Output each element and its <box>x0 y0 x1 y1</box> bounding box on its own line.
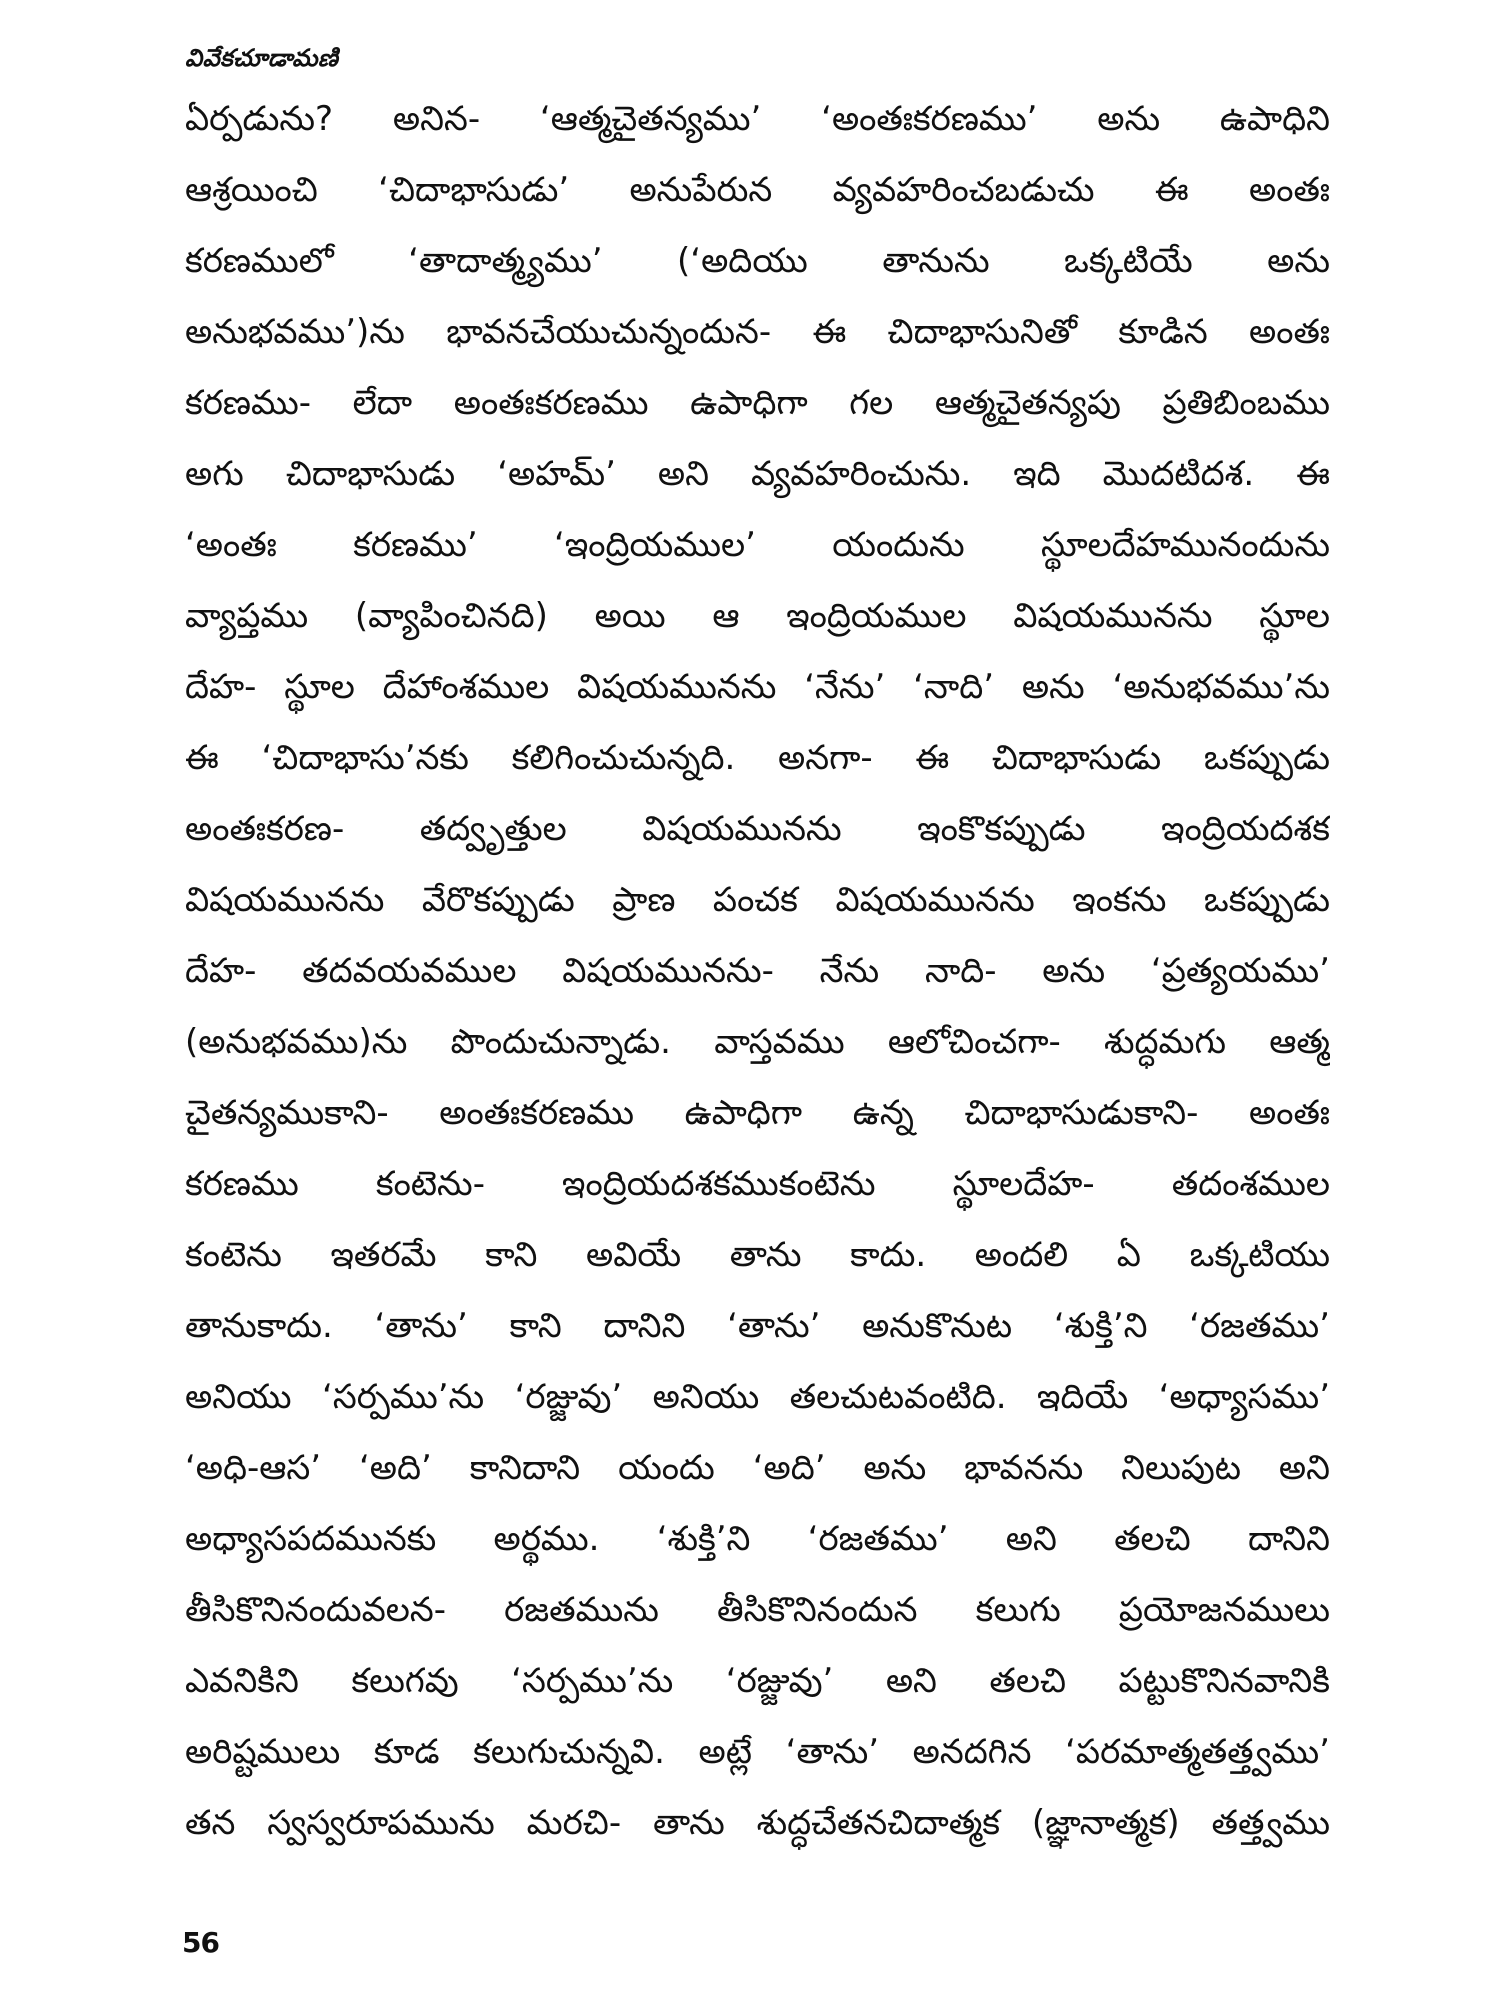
text-line: ‘అంతః కరణము’ ‘ఇంద్రియముల’ యందును స్థూలదేహమునందును <box>185 525 1330 565</box>
text-line: అంతఃకరణ- తద్వృత్తుల విషయమునను ఇంకొకప్పుడు ఇంద్రియదశక <box>185 809 1330 849</box>
text-line: తన స్వస్వరూపమును మరచి- తాను శుద్ధచేతనచిదాత్మక (జ్ఞానాత్మక) తత్త్వము <box>185 1803 1330 1843</box>
text-line: ఏర్పడును? అనిన- ‘ఆత్మచైతన్యము’ ‘అంతఃకరణము’ అను ఉపాధిని <box>185 99 1330 139</box>
text-line: దేహ- తదవయవముల విషయమునను- నేను నాది- అను ‘ప్రత్యయము’ <box>185 951 1330 991</box>
text-line: అగు చిదాభాసుడు ‘అహమ్’ అని వ్యవహరించును. ఇది మొదటిదశ. ఈ <box>185 454 1330 494</box>
text-line: వ్యాప్తము (వ్యాపించినది) అయి ఆ ఇంద్రియముల విషయమునను స్థూల <box>185 596 1330 636</box>
text-line: కంటెను ఇతరమే కాని అవియే తాను కాదు. అందలి ఏ ఒక్కటియు <box>185 1235 1330 1275</box>
text-line: అనియు ‘సర్పము’ను ‘రజ్జువు’ అనియు తలచుటవంటిది. ఇదియే ‘అధ్యాసము’ <box>185 1377 1330 1417</box>
text-line: (అనుభవము)ను పొందుచున్నాడు. వాస్తవము ఆలోచించగా- శుద్ధమగు ఆత్మ <box>185 1022 1330 1062</box>
text-line: తానుకాదు. ‘తాను’ కాని దానిని ‘తాను’ అనుకొనుట ‘శుక్తి’ని ‘రజతము’ <box>185 1306 1330 1346</box>
text-line: ఎవనికిని కలుగవు ‘సర్పము’ను ‘రజ్జువు’ అని తలచి పట్టుకొనినవానికి <box>185 1661 1330 1701</box>
text-line: అనుభవము’)ను భావనచేయుచున్నందున- ఈ చిదాభాసునితో కూడిన అంతః <box>185 312 1330 352</box>
text-line: విషయమునను వేరొకప్పుడు ప్రాణ పంచక విషయమునను ఇంకను ఒకప్పుడు <box>185 880 1330 920</box>
text-line: ఆశ్రయించి ‘చిదాభాసుడు’ అనుపేరున వ్యవహరించబడుచు ఈ అంతః <box>185 170 1330 210</box>
text-line: ఈ ‘చిదాభాసు’నకు కలిగించుచున్నది. అనగా- ఈ చిదాభాసుడు ఒకప్పుడు <box>185 738 1330 778</box>
text-line: అధ్యాసపదమునకు అర్థము. ‘శుక్తి’ని ‘రజతము’ అని తలచి దానిని <box>185 1519 1330 1559</box>
text-line: దేహ- స్థూల దేహాంశముల విషయమునను ‘నేను’ ‘నాది’ అను ‘అనుభవము’ను <box>185 667 1330 707</box>
text-line: తీసికొనినందువలన- రజతమును తీసికొనినందున కలుగు ప్రయోజనములు <box>185 1590 1330 1630</box>
page-number: 56 <box>182 1926 219 1959</box>
text-line: కరణము- లేదా అంతఃకరణము ఉపాధిగా గల ఆత్మచైతన్యపు ప్రతిబింబము <box>185 383 1330 423</box>
text-line: కరణములో ‘తాదాత్మ్యము’ (‘అదియు తానును ఒక్కటియే అను <box>185 241 1330 281</box>
text-line: ‘అధి-ఆస’ ‘అది’ కానిదాని యందు ‘అది’ అను భావనను నిలుపుట అని <box>185 1448 1330 1488</box>
body-text <box>185 84 1330 1859</box>
text-line: చైతన్యముకాని- అంతఃకరణము ఉపాధిగా ఉన్న చిదాభాసుడుకాని- అంతః <box>185 1093 1330 1133</box>
text-line: అరిష్టములు కూడ కలుగుచున్నవి. అట్లే ‘తాను’ అనదగిన ‘పరమాత్మతత్త్వము’ <box>185 1732 1330 1772</box>
text-line: కరణము కంటెను- ఇంద్రియదశకముకంటెను స్థూలదేహ- తదంశముల <box>185 1164 1330 1204</box>
running-title: వివేకచూడామణి <box>185 44 339 72</box>
